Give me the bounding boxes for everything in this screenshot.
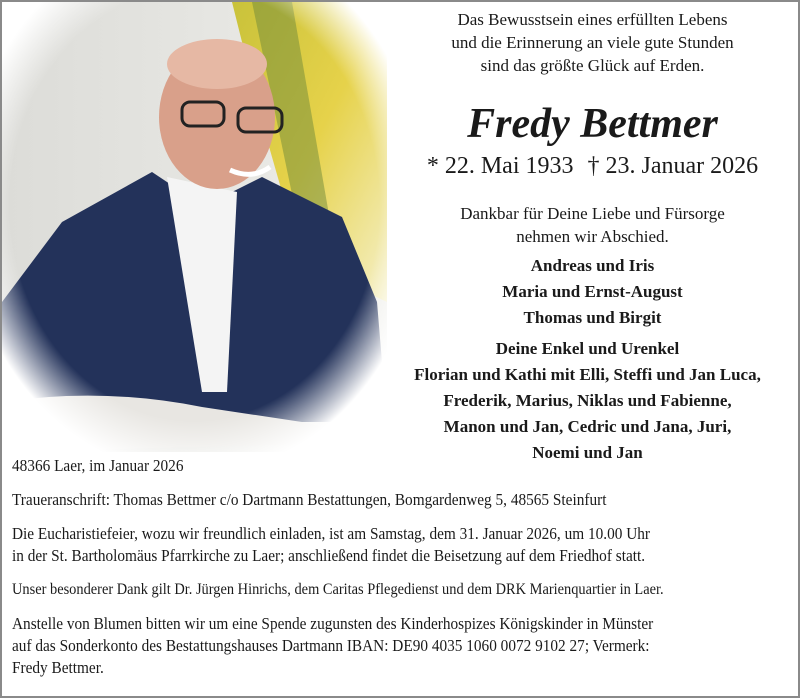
grandchildren-line: Noemi und Jan <box>532 443 643 462</box>
thanks-line: nehmen wir Abschied. <box>516 227 669 246</box>
family-member: Andreas und Iris <box>530 256 655 275</box>
family-member: Thomas und Birgit <box>523 308 662 327</box>
quote-line: und die Erinnerung an viele gute Stunden <box>451 33 734 52</box>
service-line: Die Eucharistiefeier, wozu wir freundlich einladen, ist am Samstag, dem 31. Januar 2026, um 10.00 Uhr <box>12 524 651 543</box>
grandchildren-line: Deine Enkel und Urenkel <box>495 339 680 358</box>
donation-line: Anstelle von Blumen bitten wir um eine Spende zugunsten des Kinderhospizes Königskinder in Münster <box>12 614 654 633</box>
family-member: Maria und Ernst-August <box>502 282 683 301</box>
service-line: in der St. Bartholomäus Pfarrkirche zu Laer; anschließend findet die Beisetzung auf dem Friedhof statt. <box>12 546 646 565</box>
death-date: † 23. Januar 2026 <box>587 153 759 179</box>
thanks-line: Dankbar für Deine Liebe und Fürsorge <box>460 204 725 223</box>
mourning-address: Traueranschrift: Thomas Bettmer c/o Dartmann Bestattungen, Bomgardenweg 5, 48565 Steinfurt <box>12 490 607 509</box>
grandchildren-line: Frederik, Marius, Niklas und Fabienne, <box>443 391 732 410</box>
gratitude-note: Unser besonderer Dank gilt Dr. Jürgen Hinrichs, dem Caritas Pflegedienst und dem DRK Marienquartier in Laer. <box>12 581 664 598</box>
place-date: 48366 Laer, im Januar 2026 <box>12 456 184 475</box>
grandchildren-line: Florian und Kathi mit Elli, Steffi und Jan Luca, <box>414 365 761 384</box>
birth-date: * 22. Mai 1933 <box>426 153 574 179</box>
donation-line: auf das Sonderkonto des Bestattungshauses Dartmann IBAN: DE90 4035 1060 0072 9102 27; Vermerk: <box>12 636 650 655</box>
deceased-name: Fredy Bettmer <box>467 101 718 147</box>
quote-line: sind das größte Glück auf Erden. <box>480 56 705 75</box>
quote-line: Das Bewusstsein eines erfüllten Lebens <box>457 10 728 29</box>
grandchildren-line: Manon und Jan, Cedric und Jana, Juri, <box>443 417 732 436</box>
donation-line: Fredy Bettmer. <box>12 658 104 677</box>
